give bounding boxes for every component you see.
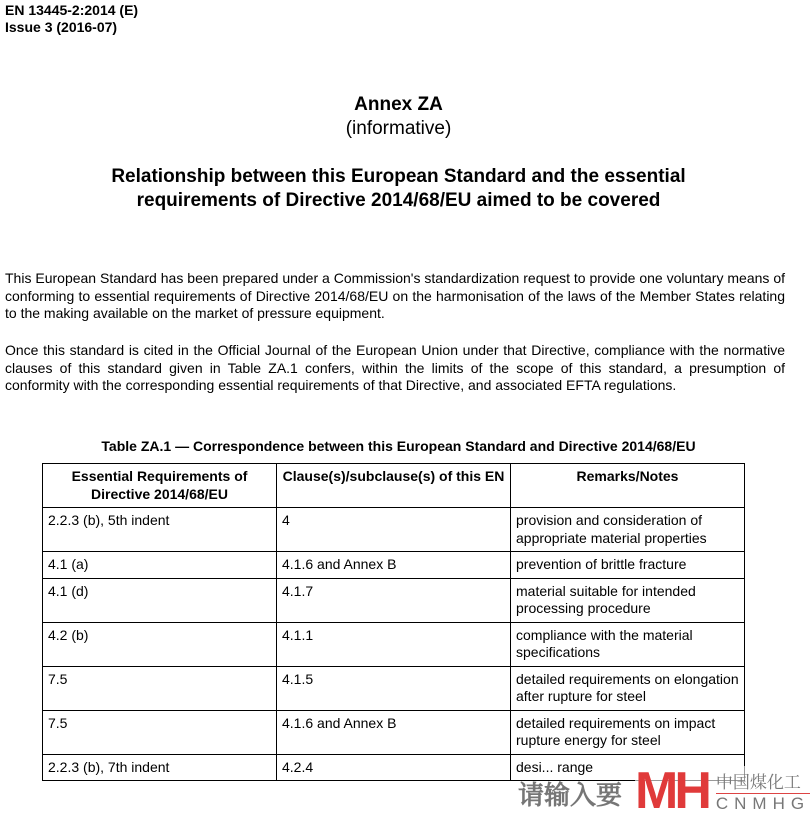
table-row — [43, 578, 745, 622]
table-cell: 4.1.6 and Annex B — [277, 710, 511, 754]
paragraph: This European Standard has been prepared under a Commission's standardization request to provide one voluntary means of conforming to essential requirements of Directive 2014/68/EU on the harmonisation of the laws of the Member States relating to the making available on the market of pressure equipment. — [5, 270, 785, 321]
document-header — [5, 2, 138, 36]
table-cell: 4.1.6 and Annex B — [277, 552, 511, 579]
table-cell: 4.1 (a) — [43, 552, 277, 579]
watermark-logo — [635, 762, 810, 820]
standard-number: EN 13445-2:2014 (E) — [5, 2, 139, 18]
table-cell: 4.1.7 — [277, 578, 511, 622]
table-row — [43, 508, 745, 552]
logo-mark: MH — [635, 762, 708, 820]
table-cell: 4.1 (d) — [43, 578, 277, 622]
heading-line: Relationship between this European Standard and the essential — [111, 166, 686, 187]
table-cell: 7.5 — [43, 666, 277, 710]
logo-cn: 中国煤化工 — [715, 773, 801, 792]
table-cell: 7.5 — [43, 710, 277, 754]
table-cell: 2.2.3 (b), 7th indent — [43, 754, 277, 781]
column-header: Remarks/Notes — [511, 464, 745, 508]
paragraph: Once this standard is cited in the Official Journal of the European Union under that Directive, compliance with the normative clauses of this standard given in Table ZA.1 confers, within the limits of the scope of this standard, a presumption of conformity with the corresponding essential requirements of that Directive, and associated EFTA regulations. — [5, 342, 785, 393]
logo-en: CNMHG — [715, 794, 810, 813]
table-cell: prevention of brittle fracture — [511, 552, 745, 579]
table-cell: 2.2.3 (b), 5th indent — [43, 508, 277, 552]
table-row — [43, 622, 745, 666]
annex-title: Annex ZA — [354, 94, 443, 115]
column-header: Essential Requirements of Directive 2014/68/EU — [43, 464, 277, 508]
table-header-row — [43, 464, 745, 508]
watermark-overlay-text: 请输入要 — [518, 780, 623, 810]
table-row — [43, 666, 745, 710]
table-cell: provision and consideration of appropriate material properties — [511, 508, 745, 552]
annex-heading — [0, 165, 797, 213]
table-cell: 4.2 (b) — [43, 622, 277, 666]
table-row — [43, 710, 745, 754]
table-cell: 4.1.1 — [277, 622, 511, 666]
annex-subtitle: (informative) — [345, 118, 452, 139]
issue: Issue 3 (2016-07) — [5, 19, 118, 35]
table-cell: 4.2.4 — [277, 754, 511, 781]
table-cell: desi... range — [511, 754, 745, 781]
table-cell: detailed requirements on impact rupture energy for steel — [511, 710, 745, 754]
table-cell: 4.1.5 — [277, 666, 511, 710]
table-cell: compliance with the material specifications — [511, 622, 745, 666]
table-cell: 4 — [277, 508, 511, 552]
correspondence-table — [42, 463, 745, 781]
heading-line: requirements of Directive 2014/68/EU aimed to be covered — [136, 190, 661, 211]
table-caption: Table ZA.1 — Correspondence between this European Standard and Directive 2014/68/EU — [101, 438, 696, 454]
table-row — [43, 552, 745, 579]
column-header: Clause(s)/subclause(s) of this EN — [277, 464, 511, 508]
table-cell: material suitable for intended processing procedure — [511, 578, 745, 622]
table-cell: detailed requirements on elongation after rupture for steel — [511, 666, 745, 710]
